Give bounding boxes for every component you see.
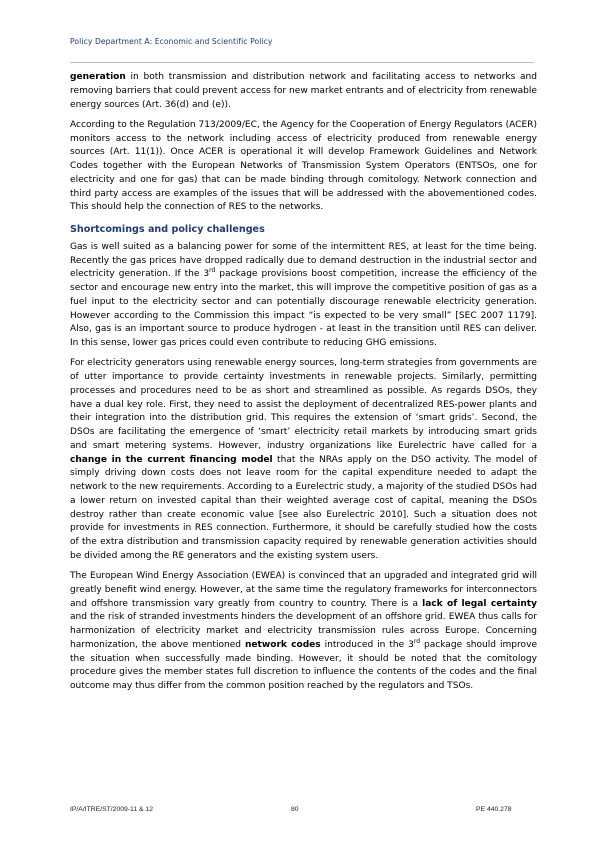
text-run: introduced in the 3: [320, 639, 414, 650]
running-header: Policy Department A: Economic and Scientific Policy: [70, 37, 273, 46]
bold-text: lack of legal certainty: [422, 598, 537, 609]
text-run: Gas is well suited as a balancing power for some of the intermittent RES, at least for the time being. Recently the gas prices have dropped radically due to demand destruction in the industrial sector and electricity generation. If the 3: [70, 241, 537, 280]
bold-text: change in the current financing model: [70, 454, 273, 465]
text-run: For electricity generators using renewable energy sources, long-term strategies from governments are of utter importance to provide certainty investments in renewable projects. Similarly, permitting processes and procedures need to be as short and streamlined as possible. As regards DSOs, they have a dual key role. First, they need to assist the deployment of decentralized RES-power plants and their integration into the distribution grid. This requires the extension of ‘smart grids’. Second, the DSOs are facilitating the emergence of ‘smart’ electricity retail markets by introducing smart grids and smart metering systems. However, industry organizations like Eurelectric have called for a: [70, 358, 537, 451]
paragraph: [70, 241, 537, 351]
bold-text: network codes: [244, 639, 321, 650]
bold-text: generation: [70, 72, 126, 82]
footer-document-id: IP/A/ITRE/ST/2009-11 & 12: [70, 806, 153, 813]
footer-reference: PE 440.278: [476, 806, 512, 813]
paragraph: [70, 570, 537, 694]
text-run: According to the Regulation 713/2009/EC, the Agency for the Cooperation of Energy Regulators (ACER) monitors access to the network including access of electricity produced from renewable energy sources (Art. 11(1)). Once ACER is operational it will develop Framework Guidelines and Network Codes together with the European Networks of Transmission System Operators (ENTSOs, one for electricity and one for gas) that can be made binding through comitology. Network connection and third party access are examples of the issues that will be addressed with the abovementioned codes. This should help the connection of RES to the networks.: [70, 119, 538, 213]
superscript: rd: [209, 267, 216, 275]
text-run: package should improve the situation when successfully made binding. However, it should be noted that the comitology procedure gives the member states full discretion to influence the contents of the codes and the final outcome may thus differ from the common position reached by the regulators and TSOs.: [70, 639, 538, 691]
text-run: package provisions boost competition, increase the efficiency of the sector and encourage new entry into the market, this will improve the competitive position of gas as a fuel input to the electricity sector and can potentially discourage renewable electricity generation. However according to the Commission this impact “is expected to be very small” [SEC 2007 1179]. Also, gas is an important source to produce hydrogen - at least in the transition until RES can deliver. In this sense, lower gas prices could even contribute to reducing GHG emissions.: [70, 269, 537, 348]
page-body: [70, 71, 537, 700]
text-run: and the risk of stranded investments hinders the development of an offshore grid. EWEA thus calls for harmonization of electricity market and electricity transmission rules across Europe. Concerning harmonization, the above mentioned: [70, 612, 537, 650]
text-run: that the NRAs apply on the DSO activity. The model of simply driving down costs does not leave room for the capital expenditure needed to adapt the network to the new requirements. According to a Eurelectric study, a majority of the studied DSOs had a lower return on invested capital than their weighted average cost of capital, meaning the DSOs destroy rather than create economic value [see also Eurelectric 2010]. Such a situation does not provide for investments in RES connection. Furthermore, it should be carefully studied how the costs of the extra distribution and transmission capacity required by renewable generation activities should be divided among the RE generators and the existing system users.: [70, 454, 537, 561]
superscript: rd: [413, 637, 421, 645]
paragraph: [70, 119, 537, 215]
paragraph: [70, 71, 537, 112]
section-heading: Shortcomings and policy challenges: [70, 224, 265, 235]
header-divider: [70, 62, 534, 63]
paragraph: [70, 357, 537, 563]
text-run: in both transmission and distribution network and facilitating access to networks and removing barriers that could prevent access for new market entrants and of electricity from renewable energy sources (Art. 36(d) and (e)).: [70, 72, 537, 110]
footer-page-number: 80: [291, 806, 299, 813]
text-run: The European Wind Energy Association (EWEA) is convinced that an upgraded and integrated grid will greatly benefit wind energy. However, at the same time the regulatory frameworks for interconnectors and offshore transmission vary greatly from country to country. There is a: [70, 571, 537, 609]
